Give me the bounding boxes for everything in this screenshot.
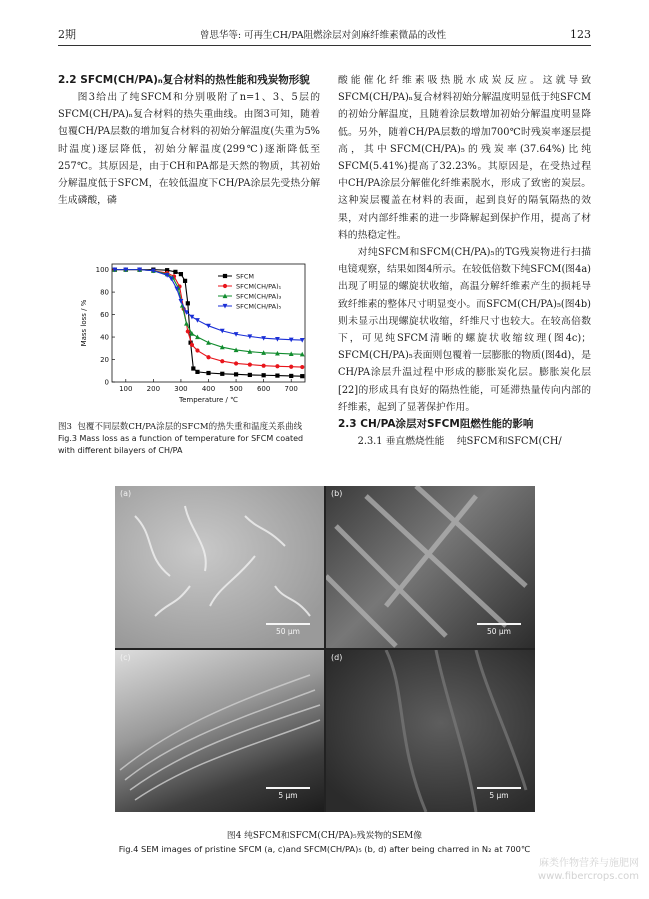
y-tick-label: 100 <box>95 266 109 275</box>
data-point <box>195 318 200 323</box>
section-title-2-3: 2.3 CH/PA涂层对SFCM阻燃性能的影响 <box>338 418 534 431</box>
data-point <box>195 335 200 340</box>
section-title-2-2: 2.2 SFCM(CH/PA)ₙ复合材料的热性能和残炭物形貌 <box>58 74 310 86</box>
legend-entry <box>218 282 282 290</box>
figure-4-caption-cn: 图4 纯SFCM和SFCM(CH/PA)₅残炭物的SEM像 <box>226 831 423 841</box>
page-number: 123 <box>569 27 591 41</box>
x-axis-label: Temperature / ℃ <box>178 396 239 404</box>
watermark <box>538 857 639 883</box>
legend-label: SFCM(CH/PA)₃ <box>236 292 282 301</box>
data-point <box>300 365 304 369</box>
y-tick-label: 60 <box>100 311 109 320</box>
scale-bar: 50 μm <box>266 623 310 636</box>
data-point <box>195 370 199 374</box>
figure-4-caption <box>58 830 591 856</box>
x-tick-label: 400 <box>201 385 216 393</box>
scale-bar: 5 μm <box>477 787 521 800</box>
sem-panel-b <box>326 486 535 648</box>
scale-bar: 50 μm <box>477 623 521 636</box>
legend-entry <box>218 272 254 280</box>
data-point <box>195 348 199 352</box>
header-rule <box>58 45 591 46</box>
data-point <box>206 355 210 359</box>
panel-label: (d) <box>331 653 343 662</box>
data-point <box>223 284 227 288</box>
panel-label: (c) <box>120 653 131 662</box>
figure-3-caption <box>58 421 320 457</box>
data-point <box>206 371 210 375</box>
legend-entry <box>218 292 282 300</box>
x-tick-label: 700 <box>284 385 298 393</box>
data-point <box>206 340 211 345</box>
panel-label: (b) <box>331 489 343 498</box>
data-point <box>234 361 238 365</box>
tg-curve-svg <box>60 258 315 418</box>
figure-4-caption-en: Fig.4 SEM images of pristine SFCM (a, c)and SFCM(CH/PA)₅ (b, d) after being charred in N₂ at 700℃ <box>118 844 531 854</box>
y-tick-label: 40 <box>100 333 109 342</box>
legend-entry <box>218 302 282 310</box>
y-tick-label: 0 <box>104 378 109 387</box>
watermark-url: www.fibercrops.com <box>537 871 639 882</box>
data-point <box>275 364 279 368</box>
data-point <box>220 359 224 363</box>
data-point <box>173 270 177 274</box>
series-3 <box>112 267 304 356</box>
x-tick-label: 200 <box>146 385 161 393</box>
legend-label: SFCM <box>236 272 255 281</box>
data-point <box>223 274 227 278</box>
data-point <box>191 366 195 370</box>
running-title: 曾思华等: 可再生CH/PA阻燃涂层对剑麻纤维素微晶的改性 <box>199 30 447 41</box>
figure-3-caption-cn-text: 包覆不同层数CH/PA涂层的SFCM的热失重和温度关系曲线 <box>77 422 303 432</box>
figure-3-caption-cn <box>58 421 320 433</box>
legend-label: SFCM(CH/PA)₁ <box>236 282 282 291</box>
subsection-text: 纯SFCM和SFCM(CH/ <box>456 436 562 448</box>
body-paragraph: 对纯SFCM和SFCM(CH/PA)₅的TG残炭物进行扫描电镜观察，结果如图4所示。在较低倍数下纯SFCM(图4a)出现了明显的螺旋状收缩，高温分解纤维素产生的损耗导致纤维素的整体尺寸明显变小。而SFCM(CH/PA)₅(图4b)则未显示出现螺旋状收缩，纤维尺寸也较大。在较高倍数下，可见纯SFCM清晰的螺旋状收缩纹理(图4c)；SFCM(CH/PA)₅表面则包覆着一层膨胀的物质(图4d)，是CH/PA涂层升温过程中形成的膨胀炭化层。膨胀炭化层[22]的形成具有良好的隔热性能，可延滞热量传向内部的纤维素，起到了显著保护作用。 <box>338 247 591 413</box>
figure-3-label: 图3 <box>58 422 72 432</box>
chart-legend <box>218 272 282 310</box>
data-point <box>275 373 279 377</box>
figure-4-sem-grid <box>115 486 535 812</box>
data-point <box>190 343 194 347</box>
scale-bar: 5 μm <box>266 787 310 800</box>
subsection-title: 2.3.1 垂直燃烧性能 <box>357 436 445 448</box>
data-point <box>186 301 190 305</box>
data-point <box>234 372 238 376</box>
data-point <box>300 374 304 378</box>
data-point <box>289 365 293 369</box>
legend-label: SFCM(CH/PA)₅ <box>236 302 282 311</box>
data-point <box>262 364 266 368</box>
data-point <box>179 272 183 276</box>
data-point <box>262 373 266 377</box>
sem-panel-c <box>115 650 324 812</box>
data-point <box>220 372 224 376</box>
figure-3-caption-en: Fig.3 Mass loss as a function of temperature for SFCM coated with different bilayers of CH/PA <box>58 434 304 455</box>
right-column <box>338 72 591 450</box>
data-point <box>184 321 189 326</box>
subsection-line <box>338 433 591 450</box>
data-point <box>183 279 187 283</box>
y-axis-label: Mass loss / % <box>80 299 88 347</box>
data-point <box>186 329 190 333</box>
page-header <box>58 26 591 42</box>
x-tick-label: 100 <box>119 385 133 393</box>
x-tick-label: 300 <box>174 385 188 393</box>
body-paragraph: 图3给出了纯SFCM和分别吸附了n=1、3、5层的SFCM(CH/PA)ₙ复合材料的热失重曲线。由图3可知，随着包覆CH/PA层数的增加复合材料的初始分解温度(失重为5%时温度)逐层降低，初始分解温度(299℃)逐渐降低至257℃。其原因是，由于CH和PA都是天然的物质，其初始分解温度低于SFCM，在较低温度下CH/PA涂层先受热分解生成磷酸，磷 <box>58 92 320 207</box>
sem-panel-a <box>115 486 324 648</box>
watermark-cn: 麻类作物营养与施肥网 <box>539 858 639 869</box>
figure-3-chart <box>60 258 315 418</box>
left-column <box>58 72 320 209</box>
data-point <box>289 374 293 378</box>
sem-panel-d <box>326 650 535 812</box>
y-tick-label: 20 <box>100 356 109 365</box>
y-tick-label: 80 <box>100 288 109 297</box>
data-point <box>248 373 252 377</box>
issue-number: 2期 <box>58 28 76 41</box>
x-tick-label: 600 <box>256 385 271 393</box>
body-paragraph: 酸能催化纤维素吸热脱水成炭反应。这就导致SFCM(CH/PA)ₙ复合材料初始分解温度明显低于纯SFCM的初始分解温度，且随着涂层数增加初始分解温度明显降低。另外，随着CH/PA层数的增加700℃时残炭率逐层提高，其中SFCM(CH/PA)₅的残炭率(37.64%)比纯SFCM(5.41%)提高了32.23%。其原因是，在受热过程中CH/PA涂层分解催化纤维素脱水，形成了致密的炭层。这种炭层覆盖在材料的表面，起到良好的隔氧隔热的效果，对内部纤维素的进一步降解起到保护作用，提高了材料的热稳定性。 <box>338 75 592 241</box>
data-point <box>248 362 252 366</box>
x-tick-label: 500 <box>229 385 243 393</box>
data-point <box>190 315 195 320</box>
panel-label: (a) <box>120 489 132 498</box>
